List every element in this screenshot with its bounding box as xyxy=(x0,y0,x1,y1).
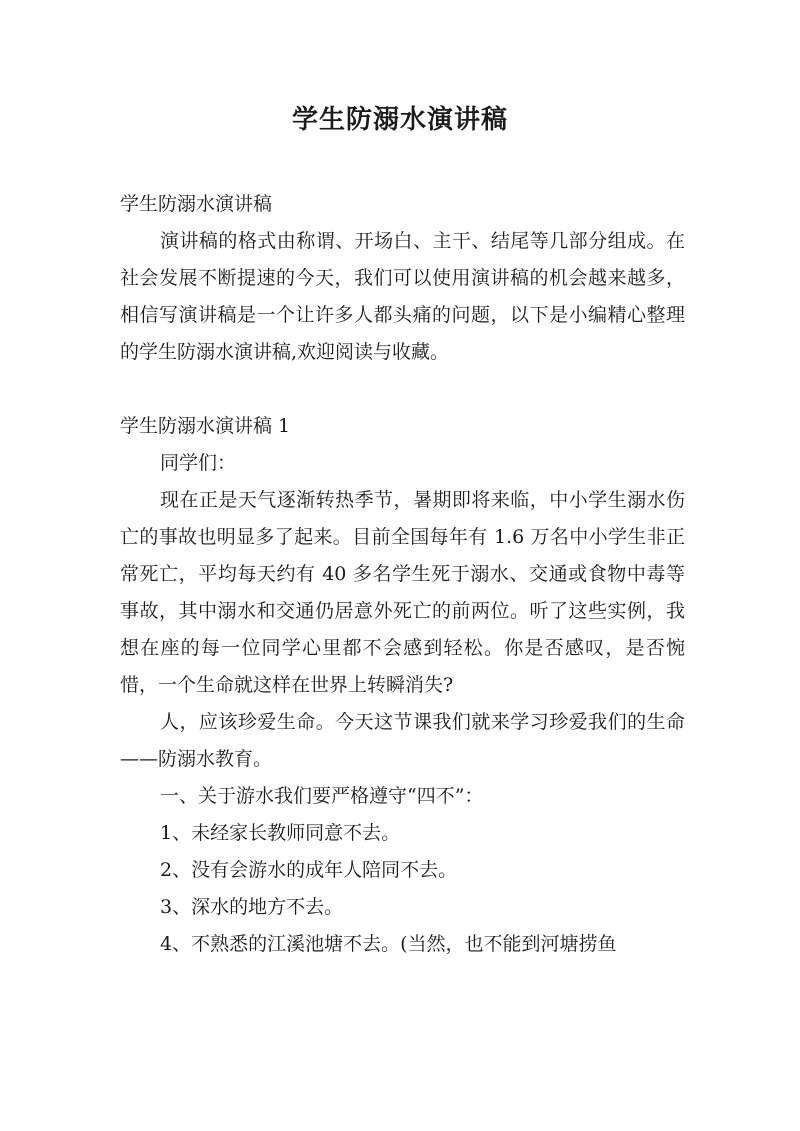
rule-item: 3、深水的地方不去。 xyxy=(160,896,344,918)
rule-item: 1、未经家长教师同意不去。 xyxy=(160,822,401,844)
paragraph-gap xyxy=(120,371,685,408)
rules-heading: 一、关于游水我们要严格遵守“四不”： xyxy=(160,785,484,807)
body-paragraph-1: 现在正是天气逐渐转热季节，暑期即将来临，中小学生溺水伤亡的事故也明显多了起来。目前全国每年有 1.6 万名中小学生非正常死亡，平均每天约有 40 多名学生死于溺水、交通或食物中毒等事故，其中溺水和交通仍居意外死亡的前两位。听了这些实例，我想在座的每一位同学心里都不会感到轻松。你是否感叹，是否惋惜，一个生命就这样在世界上转瞬消失? xyxy=(120,489,685,696)
greeting: 同学们： xyxy=(160,452,237,474)
document-body xyxy=(120,186,685,963)
document-title: 学生防溺水演讲稿 xyxy=(291,105,508,135)
section-heading-intro: 学生防溺水演讲稿 xyxy=(120,193,273,215)
rule-item: 4、不熟悉的江溪池塘不去。(当然，也不能到河塘捞鱼 xyxy=(160,933,617,955)
intro-paragraph: 演讲稿的格式由称谓、开场白、主干、结尾等几部分组成。在社会发展不断提速的今天，我们可以使用演讲稿的机会越来越多，相信写演讲稿是一个让许多人都头痛的问题，以下是小编精心整理的学生防溺水演讲稿,欢迎阅读与收藏。 xyxy=(120,230,685,363)
section-heading-speech-1: 学生防溺水演讲稿 1 xyxy=(120,415,291,437)
rule-item: 2、没有会游水的成年人陪同不去。 xyxy=(160,859,458,881)
body-paragraph-2: 人，应该珍爱生命。今天这节课我们就来学习珍爱我们的生命——防溺水教育。 xyxy=(120,711,685,770)
